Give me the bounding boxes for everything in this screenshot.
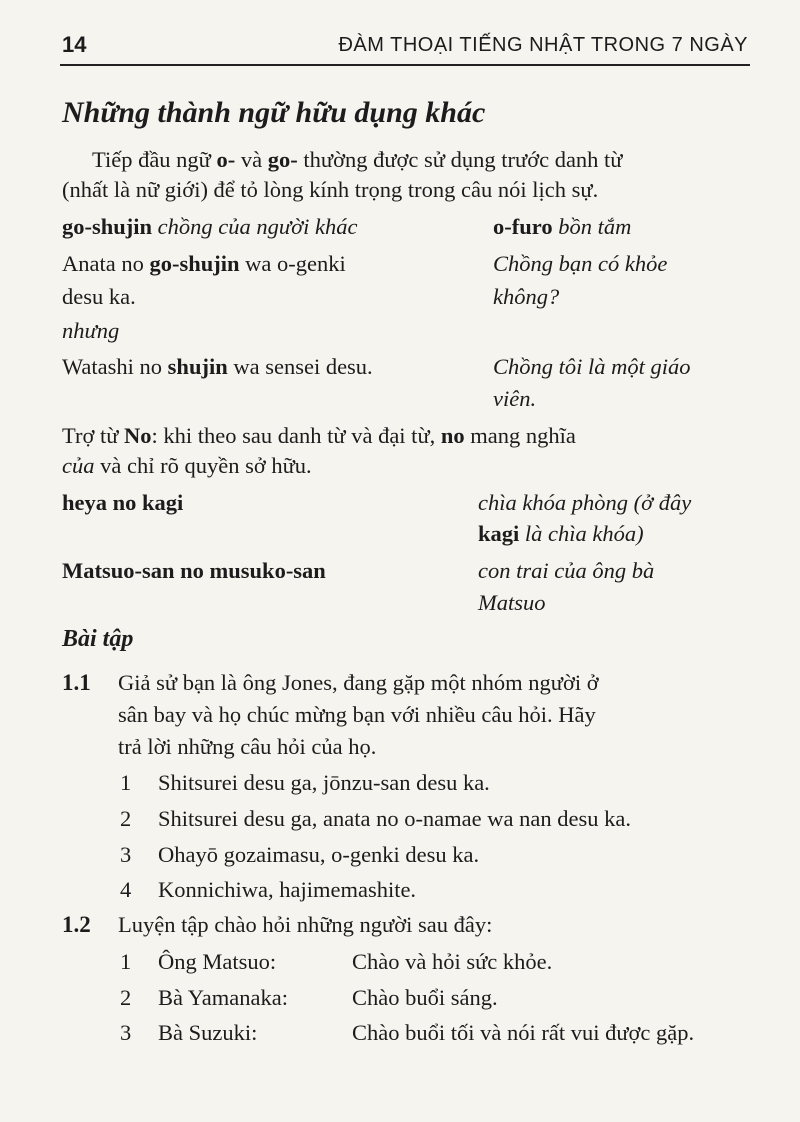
exercise-1-item-number: 3: [120, 842, 132, 867]
example-2-translation-1: Chồng tôi là một giáo: [493, 354, 691, 379]
example-1-line-2: desu ka.: [62, 284, 136, 309]
particle-line-2: của và chỉ rõ quyền sở hữu.: [62, 453, 312, 478]
exercise-1-number: 1.1: [62, 670, 91, 695]
exercise-2-item-number: 3: [120, 1020, 132, 1045]
example-4-translation-2: Matsuo: [478, 590, 546, 615]
exercise-1-text-line: Giả sử bạn là ông Jones, đang gặp một nhóm người ở: [118, 670, 599, 695]
exercise-1-item: Shitsurei desu ga, anata no o-namae wa nan desu ka.: [158, 806, 631, 831]
exercise-1-text-line: trả lời những câu hỏi của họ.: [118, 734, 377, 759]
exercises-title: Bài tập: [62, 626, 134, 652]
example-1-line-1: Anata no go-shujin wa o-genki: [62, 251, 346, 276]
exercise-1-item: Ohayō gozaimasu, o-genki desu ka.: [158, 842, 480, 867]
exercise-2-item-person: Bà Suzuki:: [158, 1020, 258, 1045]
page-number: 14: [62, 32, 87, 57]
prefix-go: go-: [267, 147, 298, 172]
particle-line-1: Trợ từ No: khi theo sau danh từ và đại từ, no mang nghĩa: [62, 423, 576, 448]
vocab-go-shujin: go-shujin chồng của người khác: [62, 214, 358, 239]
exercise-1-item-number: 4: [120, 877, 132, 902]
prefix-o: o-: [216, 147, 236, 172]
exercise-1-item-number: 1: [120, 770, 132, 795]
exercise-2-item-number: 2: [120, 985, 132, 1010]
exercise-2-item-task: Chào buổi tối và nói rất vui được gặp.: [352, 1020, 695, 1045]
exercise-2-text: Luyện tập chào hỏi những người sau đây:: [118, 912, 493, 937]
example-3-translation-1: chìa khóa phòng (ở đây: [478, 490, 692, 515]
exercise-1-item: Konnichiwa, hajimemashite.: [158, 877, 417, 902]
intro-line-2: (nhất là nữ giới) để tỏ lòng kính trọng trong câu nói lịch sự.: [62, 177, 599, 202]
vocab-o-furo: o-furo bồn tắm: [493, 214, 632, 239]
example-3-term: heya no kagi: [62, 490, 184, 515]
exercise-2-item-person: Bà Yamanaka:: [158, 985, 288, 1010]
exercise-1-item-number: 2: [120, 806, 132, 831]
example-1-translation-1: Chồng bạn có khỏe: [493, 251, 668, 276]
header-rule: [60, 64, 750, 66]
example-2-line-1: Watashi no shujin wa sensei desu.: [62, 354, 373, 379]
running-header-title: ĐÀM THOẠI TIẾNG NHẬT TRONG 7 NGÀY: [338, 34, 748, 56]
example-4-term: Matsuo-san no musuko-san: [62, 558, 326, 583]
exercise-2-item-task: Chào và hỏi sức khỏe.: [352, 949, 553, 974]
example-1-translation-2: không?: [493, 284, 560, 309]
section-title: Những thành ngữ hữu dụng khác: [62, 96, 486, 129]
contrast-word: nhưng: [62, 318, 120, 343]
intro-line-1: Tiếp đầu ngữ o- và go- thường được sử dụng trước danh từ: [92, 147, 623, 172]
example-2-translation-2: viên.: [493, 386, 537, 411]
exercise-1-text-line: sân bay và họ chúc mừng bạn với nhiều câu hỏi. Hãy: [118, 702, 596, 727]
exercise-2-item-number: 1: [120, 949, 132, 974]
exercise-2-number: 1.2: [62, 912, 91, 937]
exercise-2-item-person: Ông Matsuo:: [158, 949, 277, 974]
example-3-translation-2: kagi là chìa khóa): [478, 521, 644, 546]
exercise-2-item-task: Chào buổi sáng.: [352, 985, 498, 1010]
exercise-1-item: Shitsurei desu ga, jōnzu-san desu ka.: [158, 770, 490, 795]
example-4-translation-1: con trai của ông bà: [478, 558, 655, 583]
